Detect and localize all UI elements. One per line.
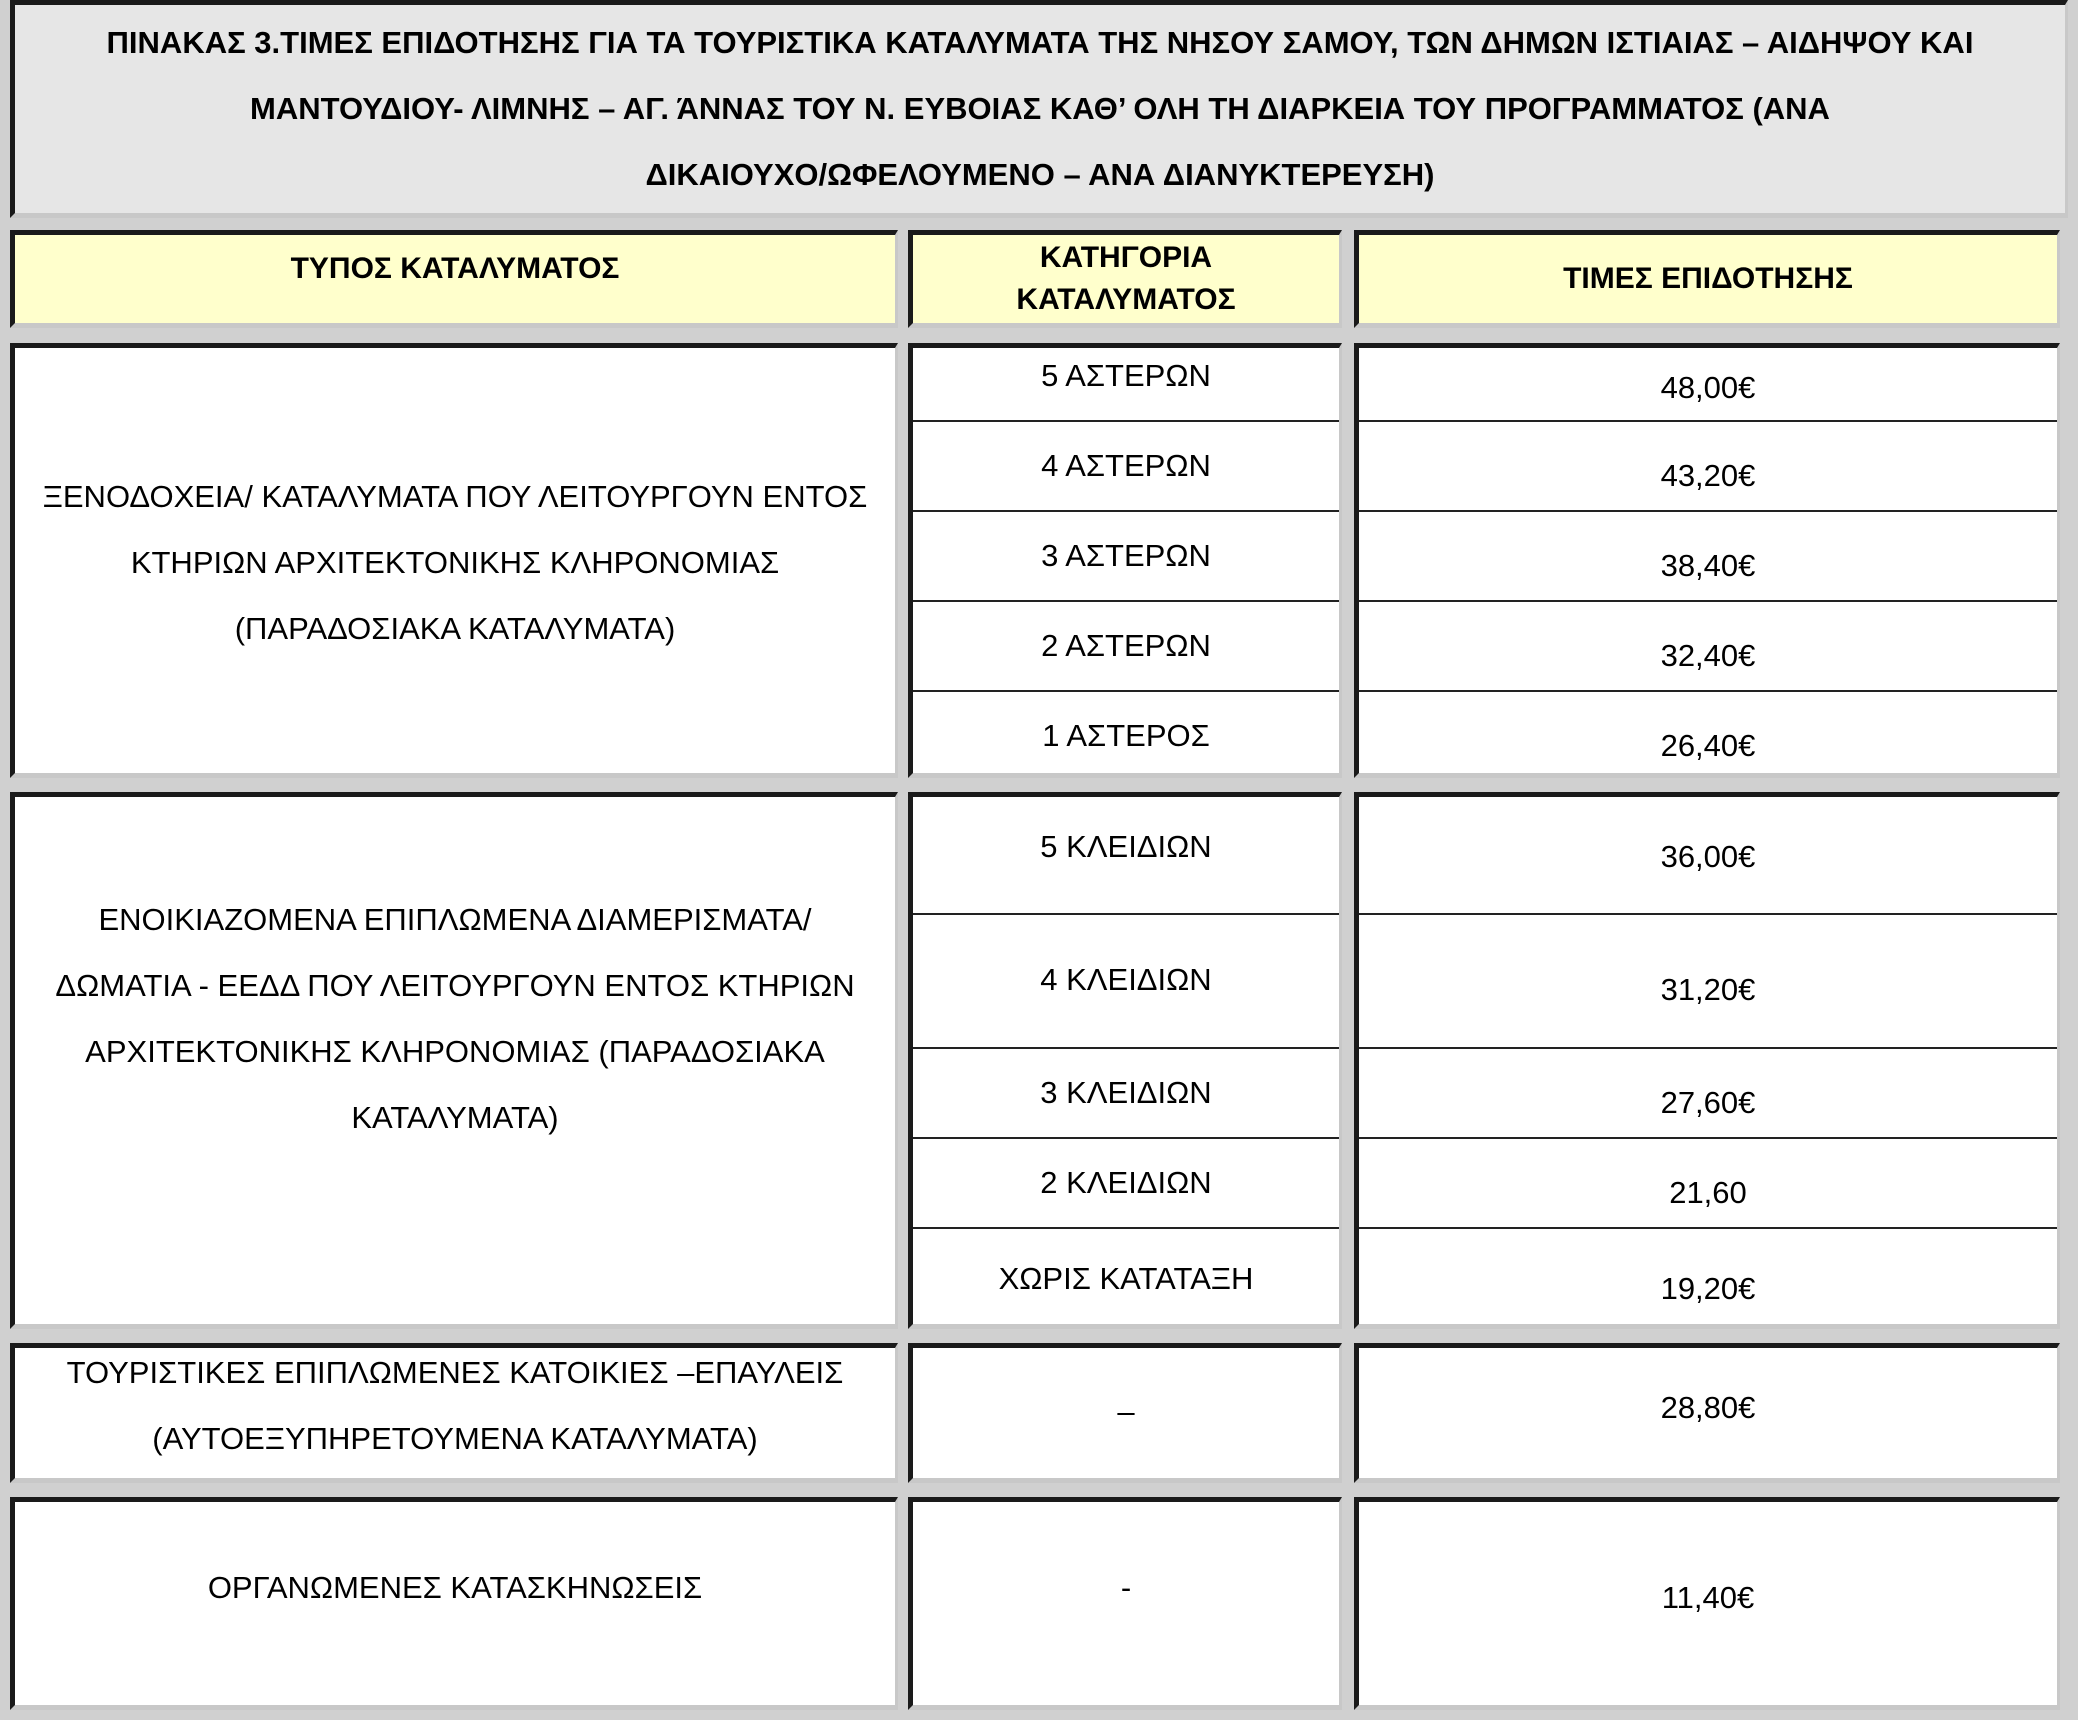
- group-2-type-line: ΑΡΧΙΤΕΚΤΟΝΙΚΗΣ ΚΛΗΡΟΝΟΜΙΑΣ (ΠΑΡΑΔΟΣΙΑΚΑ: [85, 1034, 825, 1069]
- price-cell: 32,40€: [1660, 638, 1756, 673]
- group-1-price: [1354, 343, 2060, 778]
- table-title: [10, 0, 2068, 218]
- title-line-2: ΜΑΝΤΟΥΔΙΟΥ- ΛΙΜΝΗΣ – ΑΓ. ΆΝΝΑΣ ΤΟΥ Ν. ΕΥΒΟΙΑΣ ΚΑΘ’ ΟΛΗ ΤΗ ΔΙΑΡΚΕΙΑ ΤΟΥ ΠΡΟΓΡΑΜΜΑΤΟΣ (ΑΝΑ: [250, 91, 1830, 126]
- group-3-price: [1354, 1343, 2060, 1483]
- header-type-label: ΤΥΠΟΣ ΚΑΤΑΛΥΜΑΤΟΣ: [290, 252, 620, 285]
- group-1-category: [908, 343, 1342, 778]
- group-1-type-line: ΚΤΗΡΙΩΝ ΑΡΧΙΤΕΚΤΟΝΙΚΗΣ ΚΛΗΡΟΝΟΜΙΑΣ: [130, 545, 780, 580]
- category-cell: 3 ΑΣΤΕΡΩΝ: [1041, 538, 1211, 573]
- group-2-type-line: ΚΑΤΑΛΥΜΑΤΑ): [351, 1100, 559, 1135]
- group-2-type-line: ΕΝΟΙΚΙΑΖΟΜΕΝΑ ΕΠΙΠΛΩΜΕΝΑ ΔΙΑΜΕΡΙΣΜΑΤΑ/: [98, 902, 812, 937]
- group-4-category: [908, 1497, 1342, 1710]
- category-cell: -: [1120, 1570, 1132, 1605]
- group-3-type-line: (ΑΥΤΟΕΞΥΠΗΡΕΤΟΥΜΕΝΑ ΚΑΤΑΛΥΜΑΤΑ): [152, 1421, 758, 1456]
- price-cell: 48,00€: [1660, 370, 1756, 405]
- title-line-3: ΔΙΚΑΙΟΥΧΟ/ΩΦΕΛΟΥΜΕΝΟ – ΑΝΑ ΔΙΑΝΥΚΤΕΡΕΥΣΗ): [645, 157, 1435, 192]
- header-category-line-1: ΚΑΤΗΓΟΡΙΑ: [1039, 241, 1213, 274]
- group-1-type: [10, 343, 898, 778]
- header-category: [908, 230, 1342, 328]
- group-3-type: [10, 1343, 898, 1483]
- group-4-type-line: ΟΡΓΑΝΩΜΕΝΕΣ ΚΑΤΑΣΚΗΝΩΣΕΙΣ: [207, 1570, 703, 1605]
- header-type: [10, 230, 898, 328]
- price-cell: 27,60€: [1660, 1085, 1756, 1120]
- header-category-line-2: ΚΑΤΑΛΥΜΑΤΟΣ: [1016, 283, 1236, 316]
- price-cell: 11,40€: [1661, 1580, 1755, 1615]
- category-cell: 1 ΑΣΤΕΡΟΣ: [1042, 718, 1210, 753]
- group-4-price: [1354, 1497, 2060, 1710]
- category-cell: 5 ΚΛΕΙΔΙΩΝ: [1040, 829, 1212, 864]
- group-2-type: [10, 792, 898, 1329]
- category-cell: 2 ΚΛΕΙΔΙΩΝ: [1040, 1165, 1212, 1200]
- header-price-label: ΤΙΜΕΣ ΕΠΙΔΟΤΗΣΗΣ: [1563, 262, 1853, 295]
- category-cell: 5 ΑΣΤΕΡΩΝ: [1041, 358, 1211, 393]
- title-line-1: ΠΙΝΑΚΑΣ 3.ΤΙΜΕΣ ΕΠΙΔΟΤΗΣΗΣ ΓΙΑ ΤΑ ΤΟΥΡΙΣΤΙΚΑ ΚΑΤΑΛΥΜΑΤΑ ΤΗΣ ΝΗΣΟΥ ΣΑΜΟΥ, ΤΩΝ ΔΗΜΩΝ ΙΣΤΙΑΙΑΣ – ΑΙΔΗΨΟΥ ΚΑΙ: [106, 25, 1974, 60]
- category-cell: ΧΩΡΙΣ ΚΑΤΑΤΑΞΗ: [998, 1261, 1254, 1296]
- group-1-type-line: (ΠΑΡΑΔΟΣΙΑΚΑ ΚΑΤΑΛΥΜΑΤΑ): [234, 611, 676, 646]
- price-cell: 31,20€: [1660, 972, 1756, 1007]
- category-cell: 3 ΚΛΕΙΔΙΩΝ: [1040, 1075, 1212, 1110]
- price-cell: 38,40€: [1660, 548, 1756, 583]
- group-1-type-line: ΞΕΝΟΔΟΧΕΙΑ/ ΚΑΤΑΛΥΜΑΤΑ ΠΟΥ ΛΕΙΤΟΥΡΓΟΥΝ ΕΝΤΟΣ: [42, 479, 868, 514]
- group-2-type-line: ΔΩΜΑΤΙΑ - ΕΕΔΔ ΠΟΥ ΛΕΙΤΟΥΡΓΟΥΝ ΕΝΤΟΣ ΚΤΗΡΙΩΝ: [55, 968, 855, 1003]
- price-cell: 43,20€: [1660, 458, 1756, 493]
- category-cell: 4 ΑΣΤΕΡΩΝ: [1041, 448, 1211, 483]
- price-cell: 36,00€: [1660, 839, 1756, 874]
- price-cell: 26,40€: [1660, 728, 1756, 763]
- price-cell: 19,20€: [1660, 1271, 1756, 1306]
- group-2-price: [1354, 792, 2060, 1329]
- price-cell: 28,80€: [1660, 1390, 1756, 1425]
- category-cell: 4 ΚΛΕΙΔΙΩΝ: [1040, 962, 1212, 997]
- category-cell: 2 ΑΣΤΕΡΩΝ: [1041, 628, 1211, 663]
- group-4-type: [10, 1497, 898, 1710]
- group-2-category: [908, 792, 1342, 1329]
- group-3-category: [908, 1343, 1342, 1483]
- price-cell: 21,60: [1669, 1175, 1747, 1210]
- group-3-type-line: ΤΟΥΡΙΣΤΙΚΕΣ ΕΠΙΠΛΩΜΕΝΕΣ ΚΑΤΟΙΚΙΕΣ –ΕΠΑΥΛΕΙΣ: [66, 1355, 844, 1390]
- header-price: [1354, 230, 2060, 328]
- category-cell: –: [1117, 1394, 1135, 1429]
